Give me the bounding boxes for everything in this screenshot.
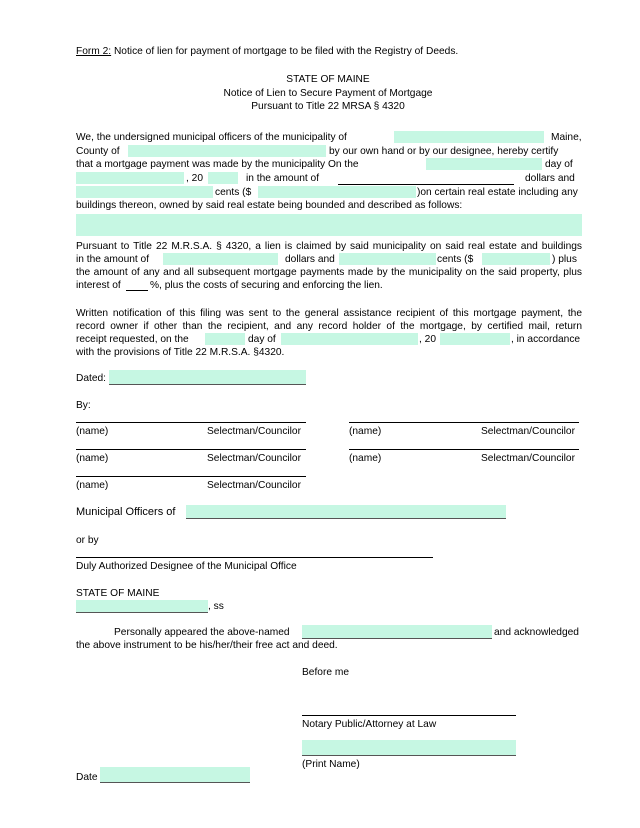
sig-title-3: Selectman/Councilor <box>207 453 301 464</box>
designee-signature-line[interactable] <box>76 557 433 558</box>
p1-line1-text: We, the undersigned municipal officers of the municipality of <box>76 132 347 143</box>
month-field[interactable] <box>76 172 184 184</box>
municipal-officers-label: Municipal Officers of <box>76 506 176 518</box>
header-state: STATE OF MAINE <box>286 74 370 85</box>
lien-cents-amount-field[interactable] <box>482 253 550 265</box>
p2-cents-label: cents ($ <box>437 254 474 265</box>
p2-plus: ) plus <box>552 254 577 265</box>
sig-name-2: (name) <box>349 426 382 437</box>
sig-name-1: (name) <box>76 426 109 437</box>
p1-line3-text: that a mortgage payment was made by the municipality On the <box>76 159 359 170</box>
dated-label: Dated: <box>76 373 107 384</box>
ack-ss: , ss <box>208 601 224 612</box>
by-label: By: <box>76 400 91 411</box>
signature-line-2[interactable] <box>349 422 579 423</box>
cents-field[interactable] <box>76 186 213 198</box>
sig-title-1: Selectman/Councilor <box>207 426 301 437</box>
p2-line4-text: %, plus the costs of securing and enforcing the lien. <box>150 280 383 291</box>
form-label: Form 2: <box>76 46 112 57</box>
municipal-officers-field[interactable] <box>186 505 506 519</box>
p1-maine: Maine, <box>551 132 582 143</box>
print-name-field[interactable] <box>302 740 516 756</box>
date-label: Date <box>76 772 98 783</box>
ack-acknowledged: and acknowledged <box>494 627 579 638</box>
p1-line2-text: by our own hand or by our designee, hereby certify <box>329 146 559 157</box>
p1-line6-text: buildings thereon, owned by said real estate being bounded and described as follows: <box>76 200 463 211</box>
p2-dollars-and: dollars and <box>285 254 335 265</box>
sig-title-2: Selectman/Councilor <box>481 426 575 437</box>
municipality-field[interactable] <box>394 131 544 143</box>
county-field[interactable] <box>128 145 326 157</box>
p1-dollars-and: dollars and <box>525 173 575 184</box>
signature-line-1[interactable] <box>76 422 306 423</box>
form-caption-text: Notice of lien for payment of mortgage to be filed with the Registry of Deeds. <box>113 46 459 57</box>
ack-county-field[interactable] <box>76 600 208 613</box>
sig-title-5: Selectman/Councilor <box>207 480 301 491</box>
designee-label: Duly Authorized Designee of the Municipal Office <box>76 561 297 572</box>
interest-rate-field[interactable] <box>126 290 148 291</box>
notice-day-field[interactable] <box>205 333 245 345</box>
notice-month-field[interactable] <box>281 333 418 345</box>
ack-appeared-text: Personally appeared the above-named <box>114 627 290 638</box>
sig-name-3: (name) <box>76 453 109 464</box>
signature-line-3[interactable] <box>76 449 306 450</box>
p2-interest-label: interest of <box>76 280 121 291</box>
p2-amount-label: in the amount of <box>76 254 150 265</box>
p2-line1: Pursuant to Title 22 M.R.S.A. § 4320, a lien is claimed by said municipality on said real estate and buildings <box>76 241 582 252</box>
notary-label: Notary Public/Attorney at Law <box>302 719 437 730</box>
p3-line2: record owner if other than the recipient, and any record holder of the mortgage, by certified mail, return <box>76 321 582 332</box>
dated-field[interactable] <box>109 370 306 385</box>
sig-title-4: Selectman/Councilor <box>481 453 575 464</box>
sig-name-4: (name) <box>349 453 382 464</box>
day-field[interactable] <box>426 158 542 170</box>
p1-county-label: County of <box>76 146 120 157</box>
p3-dayof: day of <box>248 334 276 345</box>
p1-line5-text: )on certain real estate including any <box>417 187 578 198</box>
p1-amount-label: in the amount of <box>246 173 320 184</box>
header-title: Notice of Lien to Secure Payment of Mortgage <box>223 88 433 99</box>
sig-name-5: (name) <box>76 480 109 491</box>
p1-20: , 20 <box>186 173 203 184</box>
p2-line3: the amount of any and all subsequent mortgage payments made by the municipality on the said property, plus <box>76 267 582 278</box>
notary-signature-line[interactable] <box>302 715 516 716</box>
notice-year-field[interactable] <box>440 333 510 345</box>
signature-line-4[interactable] <box>349 449 579 450</box>
p1-dayof: day of <box>545 159 573 170</box>
dollars-field[interactable] <box>338 184 514 185</box>
p3-line4: with the provisions of Title 22 M.R.S.A. §4320. <box>76 347 285 358</box>
year-field[interactable] <box>208 172 238 184</box>
p3-receipt-label: receipt requested, on the <box>76 334 189 345</box>
form-caption <box>76 45 458 58</box>
p3-accordance: , in accordance <box>511 334 581 345</box>
p3-line1: Written notification of this filing was sent to the general assistance recipient of this mortgage payment, the <box>76 308 582 319</box>
or-by: or by <box>76 535 99 546</box>
property-description-field[interactable] <box>76 214 582 236</box>
p3-20: , 20 <box>419 334 436 345</box>
before-me: Before me <box>302 667 349 678</box>
cents-amount-field[interactable] <box>258 186 416 198</box>
date-field[interactable] <box>100 767 250 783</box>
ack-name-field[interactable] <box>302 625 492 639</box>
ack-state: STATE OF MAINE <box>76 588 160 599</box>
print-name-label: (Print Name) <box>302 759 360 770</box>
lien-cents-field[interactable] <box>339 253 436 265</box>
ack-line2: the above instrument to be his/her/their free act and deed. <box>76 640 338 651</box>
header-statute: Pursuant to Title 22 MRSA § 4320 <box>251 101 405 112</box>
p1-cents-label: cents ($ <box>215 187 252 198</box>
lien-dollars-field[interactable] <box>163 253 278 265</box>
signature-line-5[interactable] <box>76 476 306 477</box>
